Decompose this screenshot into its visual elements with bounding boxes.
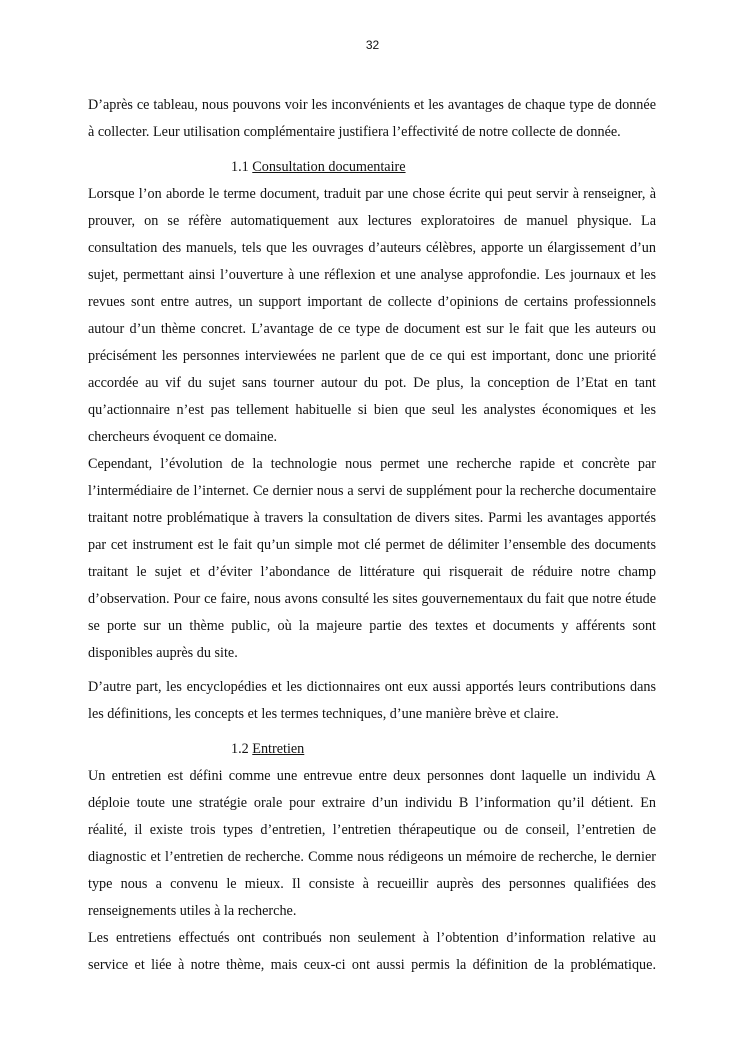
section-title: Entretien: [252, 741, 305, 757]
paragraph: Un entretien est défini comme une entrevue entre deux personnes dont laquelle un individu A déploie toute une stratégie orale pour extraire d’un individu B l’information qu’il détient. En réalité, il existe trois types d’entretien, l’entretien thérapeutique ou de conseil, l’entretien de diagnostic et l’entretien de recherche. Comme nous rédigeons un mémoire de recherche, le dernier type nous a convenu le mieux. Il consiste à recueillir auprès des personnes qualifiées des renseignements utiles à la recherche.: [88, 768, 656, 919]
body-text: [88, 92, 656, 979]
paragraph: Les entretiens effectués ont contribués non seulement à l’obtention d’information relative au service et liée à notre thème, mais ceux-ci ont aussi permis la définition de la problématique.: [88, 930, 656, 973]
section-number: 1.2: [231, 741, 249, 757]
spacer: [88, 667, 656, 674]
paragraph: D’autre part, les encyclopédies et les dictionnaires ont eux aussi apportés leurs contributions dans les définitions, les concepts et les termes techniques, d’une manière brève et claire.: [88, 679, 656, 722]
section-number: 1.1: [231, 159, 249, 175]
section-title: Consultation documentaire: [252, 159, 406, 175]
paragraph: Cependant, l’évolution de la technologie nous permet une recherche rapide et concrète par l’intermédiaire de l’internet. Ce dernier nous a servi de supplément pour la recherche documentaire traitant notre problématique à travers la consultation de divers sites. Parmi les avantages apportés par cet instrument est le fait qu’un simple mot clé permet de délimiter l’ensemble des documents traitant le sujet et d’éviter l’abondance de littérature qui risquerait de réduire notre champ d’observation. Pour ce faire, nous avons consulté les sites gouvernementaux du fait que notre étude se porte sur un thème public, où la majeure partie des textes et documents y afférents sont disponibles auprès du site.: [88, 456, 656, 661]
spacer: [88, 146, 656, 153]
intro-paragraph: D’après ce tableau, nous pouvons voir les inconvénients et les avantages de chaque type de donnée à collecter. Leur utilisation complémentaire justifiera l’effectivité de notre collecte de donnée.: [88, 97, 656, 140]
section-heading-1-1: [88, 153, 656, 181]
spacer: [88, 728, 656, 735]
page-number: 32: [365, 38, 380, 52]
paragraph: Lorsque l’on aborde le terme document, traduit par une chose écrite qui peut servir à renseigner, à prouver, on se réfère automatiquement aux lectures exploratoires de manuel physique. La consultation des manuels, tels que les ouvrages d’auteurs célèbres, apporte un élargissement d’un sujet, permettant ainsi l’ouverture à une réflexion et une analyse approfondie. Les journaux et les revues sont entre autres, un support important de collecte d’opinions de certains professionnels autour d’un thème concret. L’avantage de ce type de document est sur le fait que les auteurs ou précisément les personnes interviewées ne parlent que de ce qui est important, donc une priorité accordée au vif du sujet sans tourner autour du pot. De plus, la conception de l’Etat en tant qu’actionnaire n’est pas tellement habituelle si bien que seul les analystes économiques et les chercheurs évoquent ce domaine.: [88, 186, 656, 445]
section-heading-1-2: [88, 735, 656, 763]
